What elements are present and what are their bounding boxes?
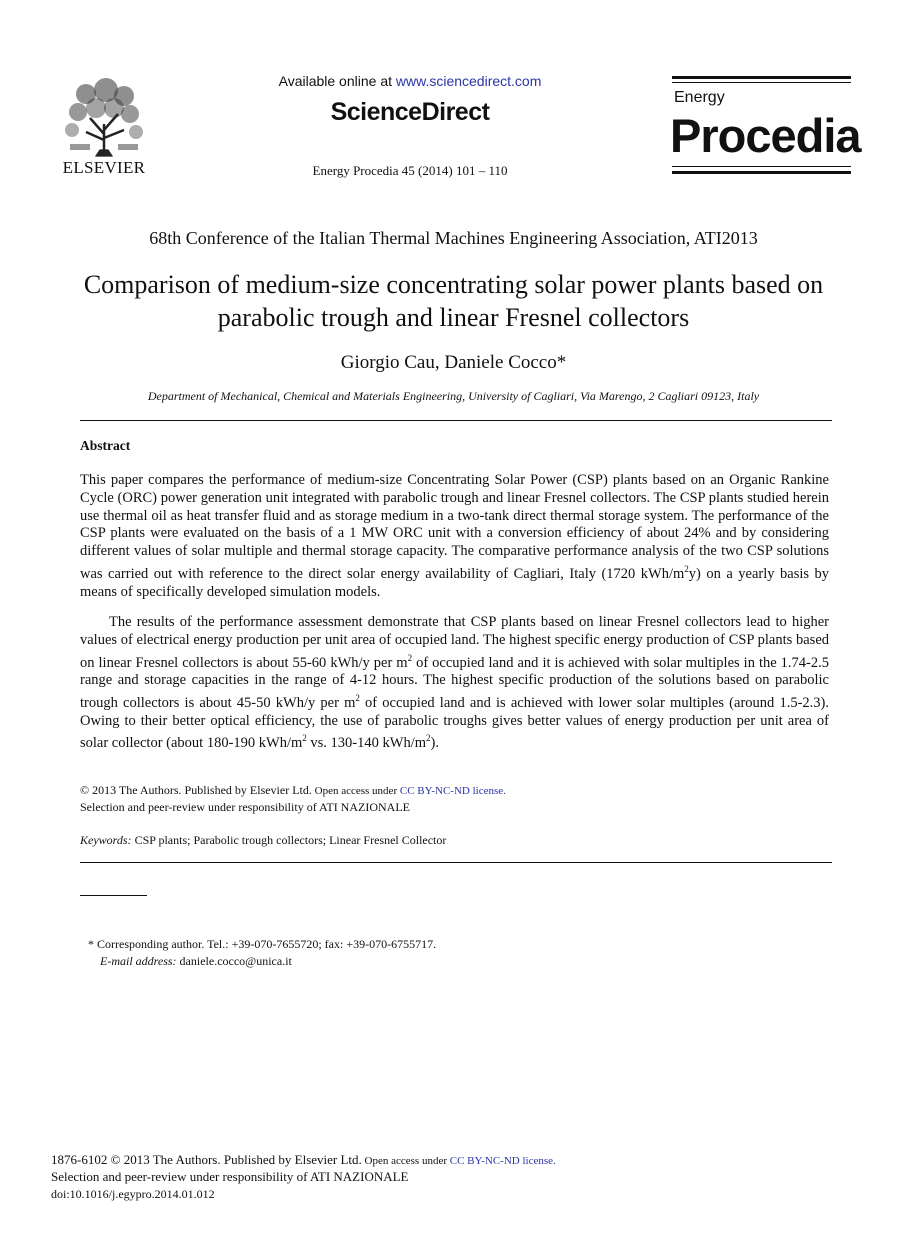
available-prefix: Available online at [278, 73, 396, 89]
peer-review-line: Selection and peer-review under responsibility of ATI NAZIONALE [80, 800, 410, 814]
copyright-line [80, 783, 506, 798]
corresponding-author: * Corresponding author. Tel.: +39-070-7655720; fax: +39-070-6755717. [88, 937, 437, 951]
abstract-p2-text-d: vs. 130-140 kWh/m [306, 735, 426, 752]
email-line [100, 954, 292, 969]
email-label: E-mail address: [100, 954, 177, 968]
keywords-label: Keywords: [80, 833, 132, 847]
journal-citation: Energy Procedia 45 (2014) 101 – 110 [312, 163, 508, 178]
journal-logo-rule-top [672, 76, 851, 79]
journal-logo-rule-bottom-thin [672, 166, 851, 167]
email-address[interactable]: daniele.cocco@unica.it [176, 954, 292, 968]
affiliation: Department of Mechanical, Chemical and Materials Engineering, University of Cagliari, Via Marengo, 2 Cagliari 09123, Italy [147, 389, 760, 403]
abstract-p2-text-a: The results of the performance assessment demonstrate that CSP plants based on linear Fresnel collectors lead to higher values of electrical energy production per unit area of occupied land. The highest specific energy production of CSP plants based on linear Fresnel collectors is about 55-60 kWh/y per m [80, 614, 829, 671]
keywords-line [80, 833, 446, 848]
journal-logo-large: Procedia [670, 109, 861, 162]
footer-doi[interactable]: doi:10.1016/j.egypro.2014.01.012 [51, 1187, 215, 1201]
conference-name: 68th Conference of the Italian Thermal Machines Engineering Association, ATI2013 [149, 228, 758, 248]
footer-issn-text: 1876-6102 © 2013 The Authors. Published by Elsevier Ltd. [51, 1152, 362, 1167]
footer-issn-line [51, 1152, 556, 1168]
abstract-heading: Abstract [80, 438, 131, 453]
paper-title: Comparison of medium-size concentrating solar power plants based on parabolic trough and linear Fresnel collectors [83, 270, 824, 332]
abstract-p2-sup-3: 2 [302, 733, 307, 744]
journal-logo-rule-bottom [672, 171, 851, 174]
abstract-p1-text-b: y) on a yearly basis by means of specifically developed simulation models. [80, 565, 829, 600]
abstract-p1-sup: 2 [684, 563, 689, 574]
keywords-text: CSP plants; Parabolic trough collectors; Linear Fresnel Collector [131, 833, 447, 847]
open-access-prefix: Open access under [311, 785, 400, 797]
footer-oa-prefix: Open access under [361, 1155, 450, 1167]
abstract-p2-text-c: of occupied land and is achieved with lower solar multiples (around 1.5-2.3). Owing to their better optical efficiency, the use of parabolic troughs gives better values of energy production per unit area of solar collector (about 180-190 kWh/m [80, 694, 829, 752]
sciencedirect-link[interactable]: www.sciencedirect.com [395, 73, 542, 89]
abstract-p2-sup-4: 2 [426, 733, 431, 744]
abstract-p2-sup-1: 2 [407, 652, 413, 663]
footer-review: Selection and peer-review under responsibility of ATI NAZIONALE [51, 1169, 409, 1184]
available-online [250, 73, 570, 89]
abstract-rule-top [80, 420, 832, 421]
footnote-rule [80, 895, 147, 896]
abstract-p2-text-b: of occupied land and it is achieved with solar multiples in the 1.74-2.5 range and storage capacities in the range of 4-12 hours. The highest specific production of the solutions based on parabolic trough collectors is about 45-50 kWh/y per m [80, 654, 829, 711]
license-link[interactable]: CC BY-NC-ND license. [399, 785, 506, 797]
abstract-paragraph-1 [80, 472, 829, 601]
copyright-text: © 2013 The Authors. Published by Elsevier Ltd. [80, 783, 312, 797]
journal-logo-rule-top-thin [672, 82, 851, 83]
abstract-p2-sup-2: 2 [355, 693, 360, 704]
abstract-p1-text-a: This paper compares the performance of medium-size Concentrating Solar Power (CSP) plants based on an Organic Rankine Cycle (ORC) power generation unit integrated with parabolic trough and linear Fresnel collectors. The CSP plants studied herein use thermal oil as heat transfer fluid and as storage medium in a two-tank direct thermal storage system. The performance of the CSP plants were evaluated on the basis of a 1 MW ORC unit with a conversion efficiency of about 24% and by considering different values of solar multiple and thermal storage capacity. The comparative performance analysis of the two CSP solutions was carried out with reference to the direct solar energy availability of Cagliari, Italy (1720 kWh/m [80, 472, 829, 582]
journal-logo-small: Energy [674, 89, 725, 106]
footer-license-link[interactable]: CC BY-NC-ND license. [449, 1155, 556, 1167]
abstract-paragraph-2 [80, 614, 829, 753]
authors: Giorgio Cau, Daniele Cocco* [340, 352, 567, 373]
abstract-rule-bottom [80, 862, 832, 863]
abstract-p2-text-e: ). [430, 735, 439, 752]
publisher-logo-text: ELSEVIER [62, 158, 146, 177]
sciencedirect-wordmark: ScienceDirect [330, 98, 490, 126]
